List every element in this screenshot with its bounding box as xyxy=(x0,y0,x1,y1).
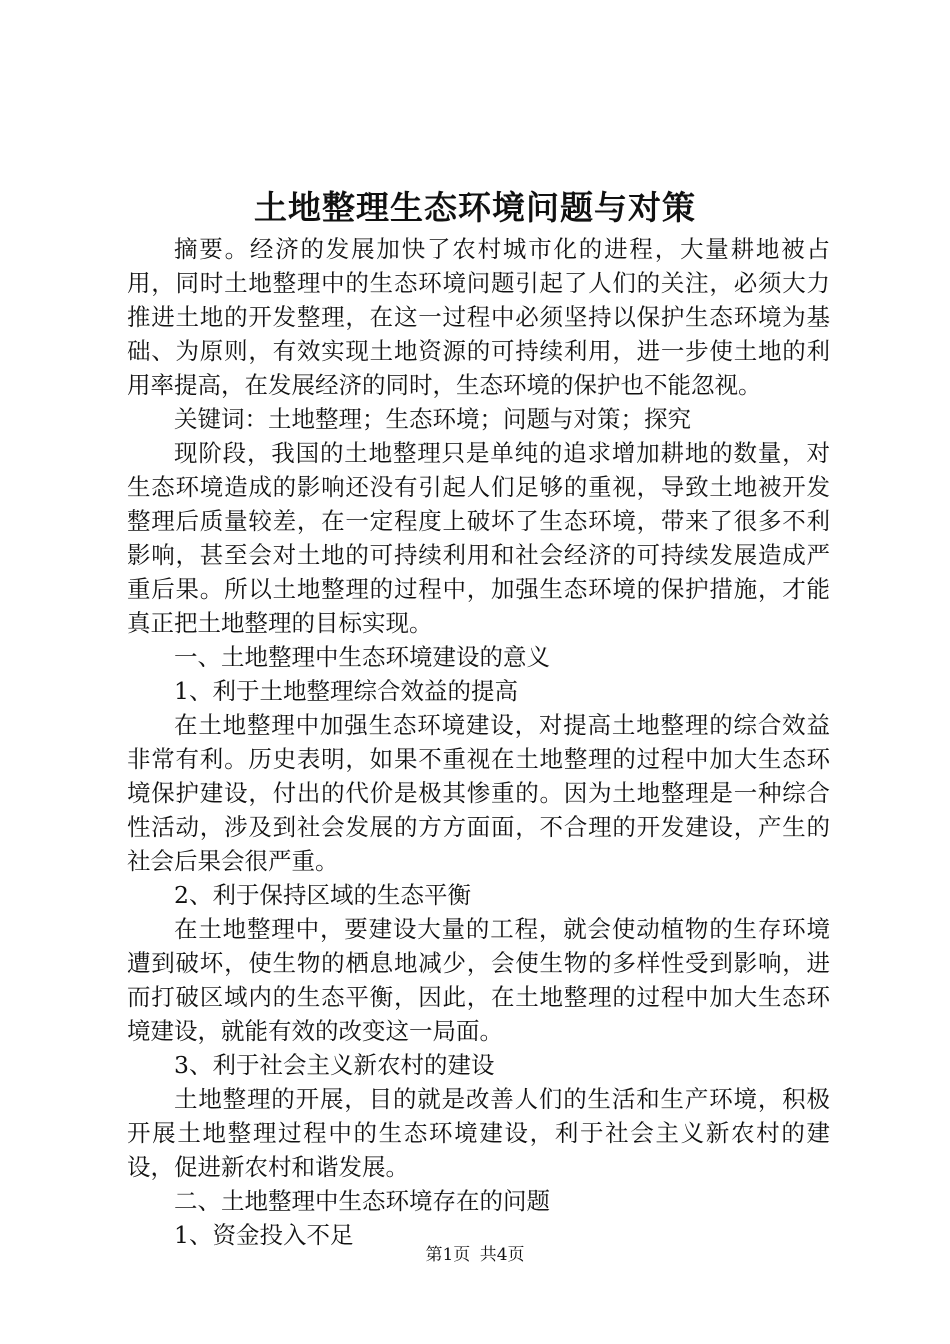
body-paragraph-1-1: 在土地整理中加强生态环境建设，对提高土地整理的综合效益非常有利。历史表明，如果不重视在土地整理的过程中加大生态环境保护建设，付出的代价是极其惨重的。因为土地整理是一种综合性活动，涉及到社会发展的方方面面，不合理的开发建设，产生的社会后果会很严重。 xyxy=(127,711,830,875)
document-body xyxy=(127,232,830,1252)
document-title: 土地整理生态环境问题与对策 xyxy=(254,188,696,227)
body-paragraph-1-2: 在土地整理中，要建设大量的工程，就会使动植物的生存环境遭到破坏，使生物的栖息地减少，会使生物的多样性受到影响，进而打破区域内的生态平衡，因此，在土地整理的过程中加大生态环境建设，就能有效的改变这一局面。 xyxy=(127,915,830,1045)
section-heading-2: 二、土地整理中生态环境存在的问题 xyxy=(174,1187,550,1215)
abstract-paragraph: 摘要。经济的发展加快了农村城市化的进程，大量耕地被占用，同时土地整理中的生态环境问题引起了人们的关注，必须大力推进土地的开发整理，在这一过程中必须坚持以保护生态环境为基础、为原则，有效实现土地资源的可持续利用，进一步使土地的利用率提高，在发展经济的同时，生态环境的保护也不能忽视。 xyxy=(127,235,830,399)
page-number-footer: 第1页 共4页 xyxy=(425,1245,525,1265)
section-heading-1: 一、土地整理中生态环境建设的意义 xyxy=(174,643,550,671)
subheading-1-2: 2、利于保持区域的生态平衡 xyxy=(174,881,471,909)
intro-paragraph: 现阶段，我国的土地整理只是单纯的追求增加耕地的数量，对生态环境造成的影响还没有引起人们足够的重视，导致土地被开发整理后质量较差，在一定程度上破坏了生态环境，带来了很多不利影响，甚至会对土地的可持续利用和社会经济的可持续发展造成严重后果。所以土地整理的过程中，加强生态环境的保护措施，才能真正把土地整理的目标实现。 xyxy=(127,439,830,637)
subheading-1-1: 1、利于土地整理综合效益的提高 xyxy=(174,677,518,705)
subheading-2-1: 1、资金投入不足 xyxy=(174,1221,354,1249)
keywords-paragraph: 关键词：土地整理；生态环境；问题与对策；探究 xyxy=(174,405,691,433)
subheading-1-3: 3、利于社会主义新农村的建设 xyxy=(174,1051,495,1079)
body-paragraph-1-3: 土地整理的开展，目的就是改善人们的生活和生产环境，积极开展土地整理过程中的生态环境建设，利于社会主义新农村的建设，促进新农村和谐发展。 xyxy=(127,1085,830,1181)
